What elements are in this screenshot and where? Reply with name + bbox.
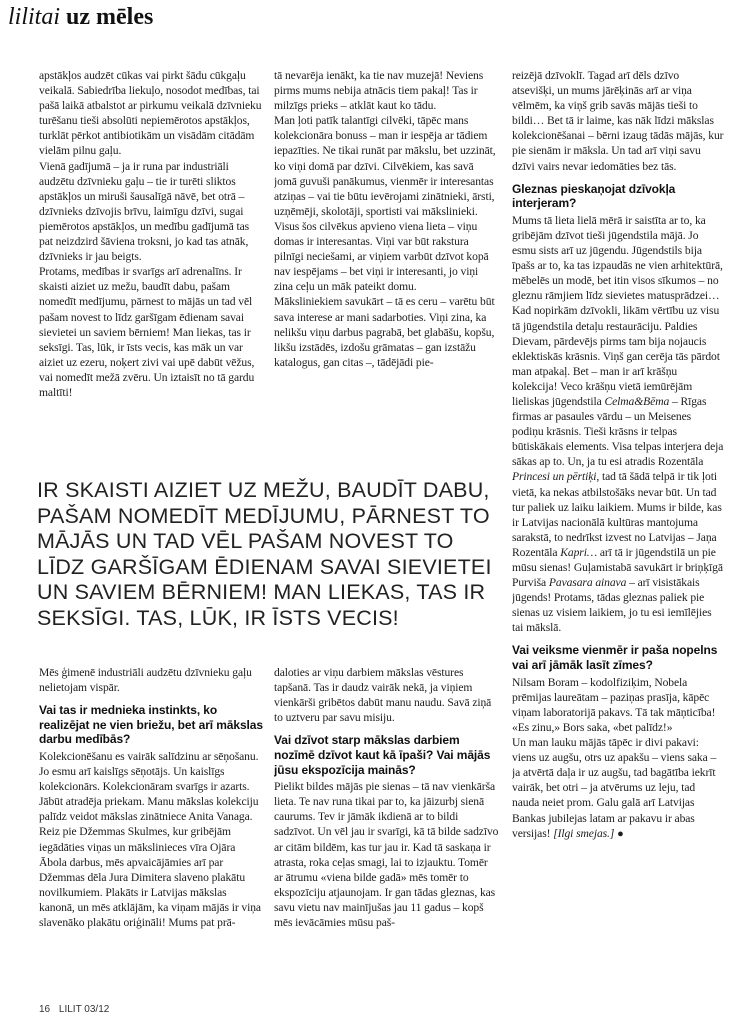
paragraph: Pielikt bildes mājās pie sienas – tā nav vienkārša lieta. Te nav runa tikai par to, ka jāizurbj sienā caurums. Tev ir jāmāk ikdienā ar to bildi sadzīvot. Un vēl jau ir svarīgi, kā tā bilde sadzīvo ar citām bildēm, kas tur jau ir. Kad tā saskaņa ir atrasta, roka ceļas smagi, lai to izjauktu. Tomēr ar ātrumu «viena bilde gadā» mēs tomēr to ekspozīciju atjaunojam. Ir gan tādas gleznas, kas savu vietu nav mainījušas jau 11 gadus – kopš mēs ievācāmies mūsu paš-	[274, 780, 499, 929]
emphasis-company-name: Celma&Bēma	[604, 394, 670, 408]
article-column-5	[274, 665, 499, 990]
text-run: Mums tā lieta lielā mērā ir saistīta ar to, ka gribējām dzīvot tieši jūgendstila mājā. Jo esmu sists arī uz jūgendu. Jūgendstils bija īpašs ar to, ka tas izpaudās ne vien arhitektūrā, mēbelēs un modē, bet itin visos sīkumos – no gleznu rāmjiem līdz sievietes matusprādzei… Kad nopirkām dzīvokli, likām vērtību uz visu tā jūgendstila detaļu restaurāciju. Paldies Dievam, pārdevējs pirms tam bija nojaucis eklektiskās krāsnis. Viņš gan cerēja tās pārdot man atpakaļ. Bet – man ir arī krāšņu kolekcija! Veco krāšņu vietā iemūrējām lieliskas jūgendstila	[512, 213, 723, 408]
text-run: arī tā ir jūgendstilā un pie mūsu sienas! Guļamistabā savukārt ir briņķīgā Purviša	[512, 545, 723, 590]
paragraph: Vienā gadījumā – ja ir runa par industriāli audzētu dzīvnieku gaļu – tie ir turēti sliktos apstākļos un miruši šausalīgā nāvē, bet otrā – dzīvnieks dzīvojis brīvu, laimīgu dzīvi, sugai piemērotos apstākļos, un medību gadījumā tas pat neizdzird šāviena troksni, jo kad tas atnāk, dzīvnieks ir jau beigts.	[39, 159, 250, 264]
stage-direction: [Ilgi smejas.]	[553, 826, 615, 840]
paragraph	[512, 213, 724, 636]
interview-question: Vai dzīvot starp mākslas darbiem nozīmē dzīvot kaut kā īpaši? Vai mājās jūsu ekspozīcija mainās?	[274, 733, 491, 777]
page-footer	[39, 1004, 115, 1015]
text-run: – arī visistākais jūgends! Protams, tādas gleznas paliek pie sienas uz visiem laikiem, jo tu esi iemīlējies tai mākslā.	[512, 576, 712, 635]
emphasis-artwork-title: Pavasara ainava	[548, 576, 627, 590]
interview-question: Vai veiksme vienmēr ir paša nopelns vai arī jāmāk lasīt zīmes?	[512, 643, 718, 673]
text-run: , tad tā šādā telpā ir tik ļoti vietā, ka nekas atbilstošāks nevar būt. Un tad tur paliek uz laiku laikiem. Mums ir bilde, kas ir Latvijas nacionālā kultūras mantojuma sarakstā, to nedrīkst izvest no Latvijas – Jaņa Rozentāla	[512, 470, 722, 559]
paragraph: Māksliniekiem savukārt – tā es ceru – varētu būt sava interese ar mani sadarboties. Viņi zina, ka nelikšu viņu darbus pagrabā, bet glabāšu, kopšu, likšu izstādēs, izdošu grāmatas – gan izstāžu katalogus, gan citas –, tādējādi pie-	[274, 295, 495, 369]
paragraph: Kolekcionēšanu es vairāk salīdzinu ar sēņošanu. Jo esmu arī kaislīgs sēņotājs. Un kaislīgs kolekcionārs. Kolekcionāram svarīgs ir azarts. Jābūt atradēja priekam. Manu mākslas kolekciju palīdz veidot mākslas zinātniece Anita Vanaga. Reiz pie Džemmas Skulmes, kur gribējām iegādāties viņas un mākslinieces vīra Ojāra Ābola darbus, mēs apvaicājāmies arī par Džemmas dēla Jura Dimitera slaveno plakātu novilkumiem. Plakāts ir Latvijas mākslas kanonā, un mēs atklājām, ka viņam mājās ir viņa slavenāko plakātu oriģināli! Mums pat prā-	[39, 749, 261, 929]
page-number: 16	[39, 1004, 51, 1015]
interview-question: Vai tas ir mednieka instinkts, ko realizējat ne vien briežu, bet arī mākslas darbu medībās?	[39, 703, 263, 747]
text-run: – Rīgas firmas ar pasaules vārdu – un Meisenes podiņu krāsnis. Tieši krāsns ir telpas būtiskākais elements. Visa telpas interjera deja sākas ap to. Un, ja tu esi atradis Rozentāla	[512, 394, 724, 469]
section-title-italic: lilitai	[8, 4, 61, 30]
article-column-2	[274, 68, 499, 453]
paragraph: daloties ar viņu darbiem mākslas vēstures tapšanā. Tas ir daudz vairāk nekā, ja viņiem vienkārši gribētos dabūt manu naudu. Savā ziņā to uztveru par savu misiju.	[274, 666, 492, 725]
magazine-issue: LILIT 03/12	[58, 1004, 110, 1015]
section-header	[8, 2, 153, 32]
paragraph: apstākļos audzēt cūkas vai pirkt šādu cūkgaļu veikalā. Sabiedrība liekuļo, nosodot medības, tai pašā laikā atbalstot ar pirkumu veikalā dzīvnieku turēšanu tieši absolūti nepiemērotos apstākļos, turklāt pērkot antibiotikām un visādām citādām vielām pilnu gaļu.	[39, 69, 262, 158]
article-column-4	[39, 665, 264, 990]
section-title-bold: uz mēles	[66, 4, 154, 30]
end-of-article-marker: ●	[617, 827, 624, 840]
emphasis-artwork-title: Princesi un pērtiķi	[512, 470, 597, 484]
paragraph: Nilsam Boram – kodolfiziķim, Nobela prēmijas laureātam – paziņas prasīja, kāpēc viņam laboratorijā pakavs. Tā tak māņticība! «Es zinu,» Bors saka, «bet palīdz!»	[512, 675, 716, 734]
text-run: Un man lauku mājās tāpēc ir divi pakavi: viens uz augšu, otrs uz apakšu – viens saka – ja atvērtā daļa ir uz augšu, tad bagātība iekrīt vairāk, bet otri – ja atvērums uz leju, tad nauda neiet prom. Galu galā arī Latvijas Bankas jubilejas latam ar pakavu ir abas versijas!	[512, 736, 717, 840]
interview-question: Gleznas pieskaņojat dzīvokļa interjeram?	[512, 181, 676, 211]
emphasis-artwork-title: Kapri…	[560, 545, 598, 559]
paragraph: Mēs ģimenē industriāli audzētu dzīvnieku gaļu nelietojam vispār.	[39, 666, 252, 695]
paragraph: Protams, medības ir svarīgs arī adrenalīns. Ir skaisti aiziet uz mežu, baudīt dabu, pašam nomedīt medījumu, pārnest to mājās un tad vēl pašam novest to līdz garšīgam ēdienam savai sievietei un saviem bērniem! Man liekas, tas ir seksīgi. Tas, lūk, ir īsts vecis, kas māk un var aiziet uz ezeru, noķert zivi vai upē dabūt vēžus, vai nomedīt mežā zvēru. Un iztaisīt no tā gardu maltīti!	[39, 265, 255, 399]
pull-quote: IR SKAISTI AIZIET UZ MEŽU, BAUDĪT DABU, PAŠAM NOMEDĪT MEDĪJUMU, PĀRNEST TO MĀJĀS UN TAD VĒL PAŠAM NOVEST TO LĪDZ GARŠĪGAM ĒDIENAM SAVAI SIEVIETEI UN SAVIEM BĒRNIEM! MAN LIEKAS, TAS IR SEKSĪGI. TAS, LŪK, IR ĪSTS VECIS!	[37, 478, 492, 630]
paragraph	[512, 735, 724, 842]
article-column-3	[512, 68, 724, 988]
paragraph: tā nevarēja ienākt, ka tie nav muzejā! Neviens pirms mums nebija atnācis tiem pakaļ! Tas ir milzīgs prieks – atklāt kaut ko tādu.	[274, 69, 484, 113]
article-column-1	[39, 68, 264, 453]
paragraph: reizējā dzīvoklī. Tagad arī dēls dzīvo atsevišķi, un mums jārēķinās arī ar viņa vēlmēm, ka viņš grib savās mājās tieši to bildi… Bet tā ir laime, kas nāk līdzi mākslas kolekcionēšanai – bērni izaug tādās mājās, kur pie sienām ir māksla. Un tad arī viņi savu dzīvi vairs nevar iedomāties bez tās.	[512, 69, 724, 173]
paragraph: Man ļoti patīk talantīgi cilvēki, tāpēc mans kolekcionāra bonuss – man ir iespēja ar tādiem iepazīties. Ne tikai runāt par mākslu, bet uzzināt, ko viņi domā par dzīvi. Cilvēkiem, kas savā jomā guvuši panākumus, vienmēr ir interesantas atziņas – vai tie būtu ievērojami zinātnieki, ārsti, uzņēmēji, skolotāji, sportisti vai mākslinieki. Visus šos cilvēkus apvieno viena lieta – viņu domas ir interesantas. Viņi var būt rakstura pilnīgi neciešami, ar viņiem varbūt dzīvot kopā nav iespējams – bet viņi ir interesanti, jo viņi zina ceļu un māk pateikt domu.	[274, 114, 496, 294]
